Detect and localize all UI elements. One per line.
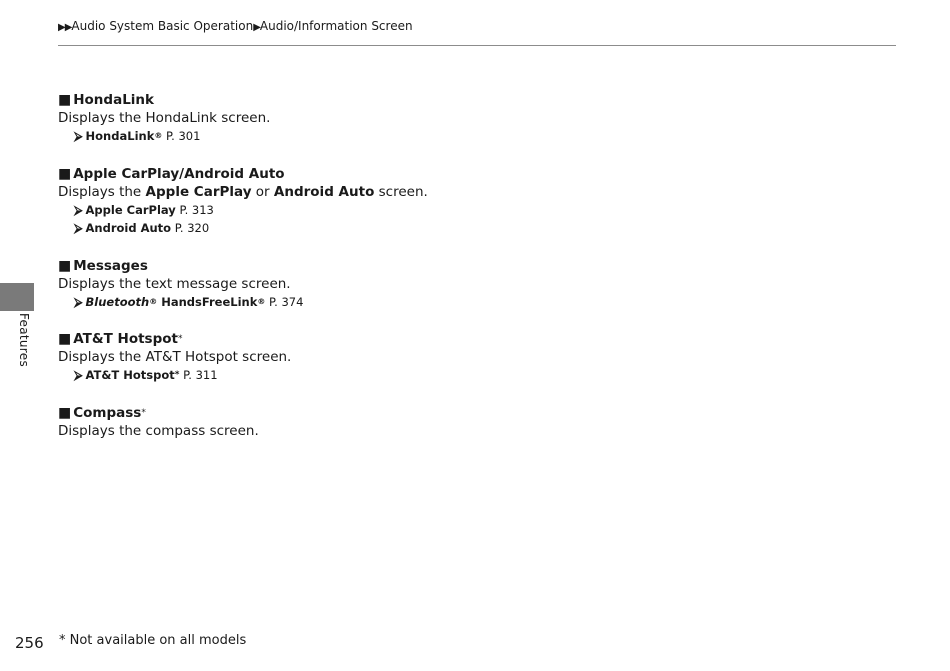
section-title-text: Apple CarPlay/Android Auto	[73, 166, 285, 182]
section-title-text: Messages	[73, 258, 148, 274]
reference-page: P. 374	[269, 295, 304, 309]
square-bullet-icon: ■	[58, 166, 72, 182]
cross-reference-link[interactable]	[74, 366, 291, 384]
section-description: Displays the compass screen.	[58, 423, 259, 439]
reference-page: P. 311	[183, 368, 218, 382]
section-title	[58, 404, 259, 422]
reference-title: Android Auto	[85, 221, 172, 235]
reference-title: Apple CarPlay	[85, 203, 176, 217]
cross-reference-link[interactable]	[74, 219, 428, 237]
side-tab-marker	[0, 283, 34, 311]
reference-arrow-icon: ⮚	[74, 368, 83, 382]
reference-title: AT&T Hotspot	[85, 368, 175, 382]
breadcrumb-link-audio-basic[interactable]: Audio System Basic Operation	[71, 19, 254, 33]
section-title	[58, 257, 303, 275]
cross-reference-link[interactable]	[74, 293, 303, 311]
section-title-text: HondaLink	[73, 92, 155, 108]
section-compass	[58, 404, 259, 440]
availability-asterisk: *	[141, 408, 146, 418]
desc-text: screen.	[374, 184, 428, 200]
reference-title: HondaLink	[85, 129, 155, 143]
square-bullet-icon: ■	[58, 92, 72, 108]
section-title	[58, 165, 428, 183]
section-description: Displays the HondaLink screen.	[58, 110, 271, 126]
reference-arrow-icon: ⮚	[74, 295, 83, 309]
registered-mark: ®	[257, 297, 266, 306]
breadcrumb-current: Audio/Information Screen	[259, 19, 413, 33]
reference-arrow-icon: ⮚	[74, 129, 83, 143]
section-description	[58, 183, 428, 201]
section-title	[58, 91, 270, 109]
desc-text: or	[251, 184, 274, 200]
availability-asterisk: *	[174, 370, 180, 380]
section-att-hotspot	[58, 330, 291, 384]
availability-asterisk: *	[177, 334, 183, 344]
desc-bold-carplay: Apple CarPlay	[145, 184, 252, 200]
breadcrumb-arrows: ▶▶	[58, 22, 72, 33]
section-hondalink	[58, 91, 270, 145]
breadcrumb	[58, 19, 413, 33]
reference-page: P. 313	[179, 203, 214, 217]
registered-mark: ®	[154, 131, 163, 140]
reference-arrow-icon: ⮚	[74, 221, 83, 235]
desc-bold-android-auto: Android Auto	[273, 184, 375, 200]
section-description: Displays the text message screen.	[58, 276, 291, 292]
square-bullet-icon: ■	[58, 258, 72, 274]
section-carplay-android-auto	[58, 165, 428, 237]
side-tab-label: Features	[17, 313, 31, 367]
reference-title: HandsFreeLink	[157, 295, 258, 309]
section-title-text: AT&T Hotspot	[73, 331, 178, 347]
square-bullet-icon: ■	[58, 331, 72, 347]
reference-arrow-icon: ⮚	[74, 203, 83, 217]
breadcrumb-separator: ▶	[253, 22, 260, 33]
square-bullet-icon: ■	[58, 405, 72, 421]
section-title-text: Compass	[73, 405, 142, 421]
section-description: Displays the AT&T Hotspot screen.	[58, 349, 292, 365]
header-divider	[58, 45, 896, 46]
reference-page: P. 320	[174, 221, 210, 235]
footnote: * Not available on all models	[59, 633, 247, 648]
cross-reference-link[interactable]	[74, 127, 270, 145]
section-title	[58, 330, 291, 348]
reference-page: P. 301	[166, 129, 201, 143]
reference-title-italic: Bluetooth	[85, 295, 150, 309]
cross-reference-link[interactable]	[74, 201, 428, 219]
page-number: 256	[15, 634, 44, 652]
desc-text: Displays the	[58, 184, 146, 200]
section-messages	[58, 257, 303, 311]
registered-mark: ®	[149, 297, 158, 306]
